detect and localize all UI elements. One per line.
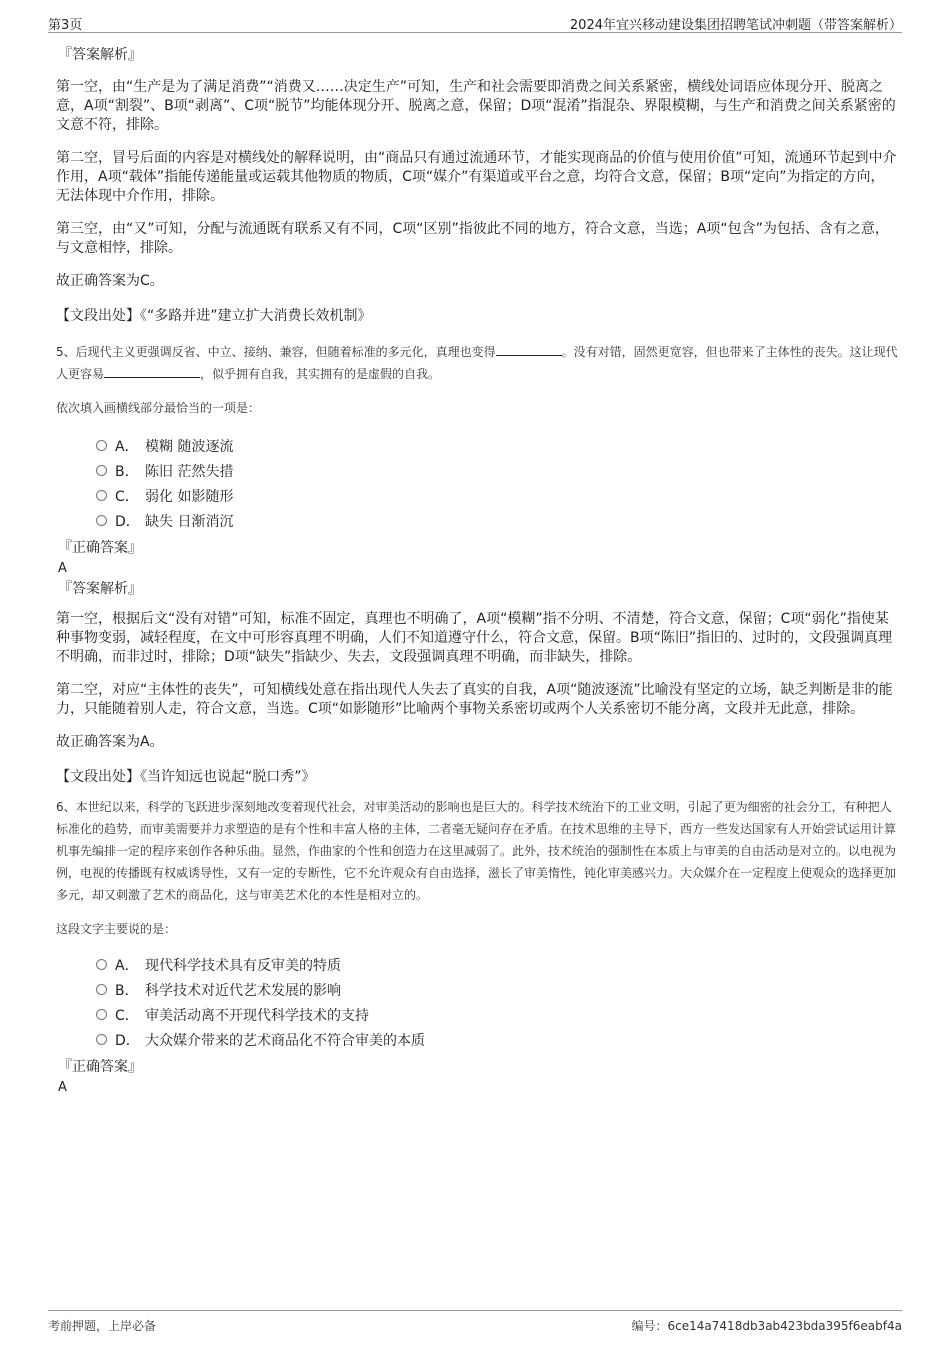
q4-analysis-para-2: 第二空，冒号后面的内容是对横线处的解释说明，由“商品只有通过流通环节，才能实现商品的价值与使用价值”可知，流通环节起到中介作用，A项“载体”指能传递能量或运载其他物质的物质，C项“媒介”有渠道或平台之意，均符合文意，保留；B项“定向”为指定的方向，无法体现中介作用，排除。 [56, 150, 897, 204]
q4-source: 【文段出处】《“多路并进”建立扩大消费长效机制》 [56, 308, 372, 324]
q4-analysis-label: 『答案解析』 [58, 47, 142, 63]
q6-stem: 6、本世纪以来，科学的飞跃进步深刻地改变着现代社会，对审美活动的影响也是巨大的。科学技术统治下的工业文明，引起了更为细密的社会分工，有种把人标准化的趋势，而审美需要并力求塑造的是有个性和丰富人格的主体，二者毫无疑问存在矛盾。在技术思维的主导下，西方一些发达国家有人开始尝试运用计算机事先编排一定的程序来创作各种乐曲。显然，作曲家的个性和创造力在这里减弱了。此外，技术统治的强制性在本质上与审美的自由活动是对立的。以电视为例，电视的传播既有权威诱导性，又有一定的专断性，它不允许观众有自由选择，滋长了审美惰性，钝化审美感兴力。大众媒介在一定程度上使观众的选择更加多元，却又刺激了艺术的商品化，这与审美艺术化的本性是相对立的。 [56, 800, 897, 902]
radio-icon[interactable] [96, 1034, 107, 1045]
q5-prompt: 依次填入画横线部分最恰当的一项是： [56, 401, 261, 415]
q6-prompt: 这段文字主要说的是： [56, 922, 177, 936]
document-title: 2024年宜兴移动建设集团招聘笔试冲刺题（带答案解析） [569, 18, 902, 33]
q6-options [56, 952, 898, 1052]
q6-answer-label: 『正确答案』 [58, 1059, 142, 1075]
radio-icon[interactable] [96, 1009, 107, 1020]
q6-option-c[interactable]: C． 审美活动离不开现代科学技术的支持 [56, 1002, 898, 1027]
radio-icon[interactable] [96, 465, 107, 476]
radio-icon[interactable] [96, 959, 107, 970]
q5-option-b[interactable]: B． 陈旧 茫然失措 [56, 458, 898, 483]
q5-blank-1 [496, 343, 562, 356]
q5-analysis-para-2: 第二空，对应“主体性的丧失”，可知横线处意在指出现代人失去了真实的自我，A项“随波逐流”比喻没有坚定的立场，缺乏判断是非的能力，只能随着别人走，符合文意，当选。C项“如影随形”比喻两个事物关系密切或两个人关系密切不能分离，文段并无此意，排除。 [56, 682, 893, 717]
q6-option-d[interactable]: D． 大众媒介带来的艺术商品化不符合审美的本质 [56, 1027, 898, 1052]
q6-option-b[interactable]: B． 科学技术对近代艺术发展的影响 [56, 977, 898, 1002]
page-header [48, 12, 902, 33]
q5-stem [56, 341, 898, 385]
footer-serial: 编号：6ce14a7418db3ab423bda395f6eabf4a [631, 1319, 902, 1333]
page-footer [48, 1310, 902, 1333]
radio-icon[interactable] [96, 490, 107, 501]
q6-option-a[interactable]: A． 现代科学技术具有反审美的特质 [56, 952, 898, 977]
page-number: 第3页 [48, 18, 83, 33]
page-content [56, 44, 898, 1095]
q4-analysis-para-1: 第一空，由“生产是为了满足消费”“消费又……决定生产”可知，生产和社会需要即消费之间关系紧密，横线处词语应体现分开、脱离之意，A项“割裂”、B项“剥离”、C项“脱节”均能体现分开、脱离之意，保留；D项“混淆”指混杂、界限模糊，与生产和消费之间关系紧密的文意不符，排除。 [56, 79, 896, 133]
radio-icon[interactable] [96, 440, 107, 451]
q5-blank-2 [104, 365, 200, 378]
q5-conclusion: 故正确答案为A。 [56, 734, 164, 750]
q5-stem-part-1: 5、后现代主义更强调反省、中立、接纳、兼容，但随着标准的多元化，真理也变得 [56, 345, 496, 359]
radio-icon[interactable] [96, 515, 107, 526]
q5-stem-part-3: ，似乎拥有自我，其实拥有的是虚假的自我。 [200, 367, 441, 381]
q4-conclusion: 故正确答案为C。 [56, 273, 164, 289]
q5-options [56, 433, 898, 533]
radio-icon[interactable] [96, 984, 107, 995]
q5-answer-label: 『正确答案』 [58, 540, 142, 556]
q5-option-a[interactable]: A． 模糊 随波逐流 [56, 433, 898, 458]
q5-option-d[interactable]: D． 缺失 日渐消沉 [56, 508, 898, 533]
q5-analysis-para-1: 第一空，根据后文“没有对错”可知，标准不固定，真理也不明确了，A项“模糊”指不分明、不清楚，符合文意，保留；C项“弱化”指使某种事物变弱，减轻程度，在文中可形容真理不明确，人们不知道遵守什么，符合文意，保留。B项“陈旧”指旧的、过时的，文段强调真理不明确，而非过时，排除；D项“缺失”指缺少、失去，文段强调真理不明确，而非缺失，排除。 [56, 611, 893, 665]
q5-answer: A [58, 561, 67, 576]
q5-analysis-label: 『答案解析』 [58, 581, 142, 597]
q6-answer: A [58, 1080, 67, 1095]
q5-option-c[interactable]: C． 弱化 如影随形 [56, 483, 898, 508]
q4-analysis-para-3: 第三空，由“又”可知，分配与流通既有联系又有不同，C项“区别”指彼此不同的地方，符合文意，当选；A项“包含”为包括、含有之意，与文意相悖，排除。 [56, 221, 889, 256]
q5-stem-part-2: 。没有对错，固然更宽容，但也带来了主体性的丧失。这让现代人更容易 [56, 345, 898, 381]
footer-motto: 考前押题，上岸必备 [48, 1319, 157, 1333]
q5-source: 【文段出处】《当许知远也说起“脱口秀”》 [56, 769, 316, 785]
